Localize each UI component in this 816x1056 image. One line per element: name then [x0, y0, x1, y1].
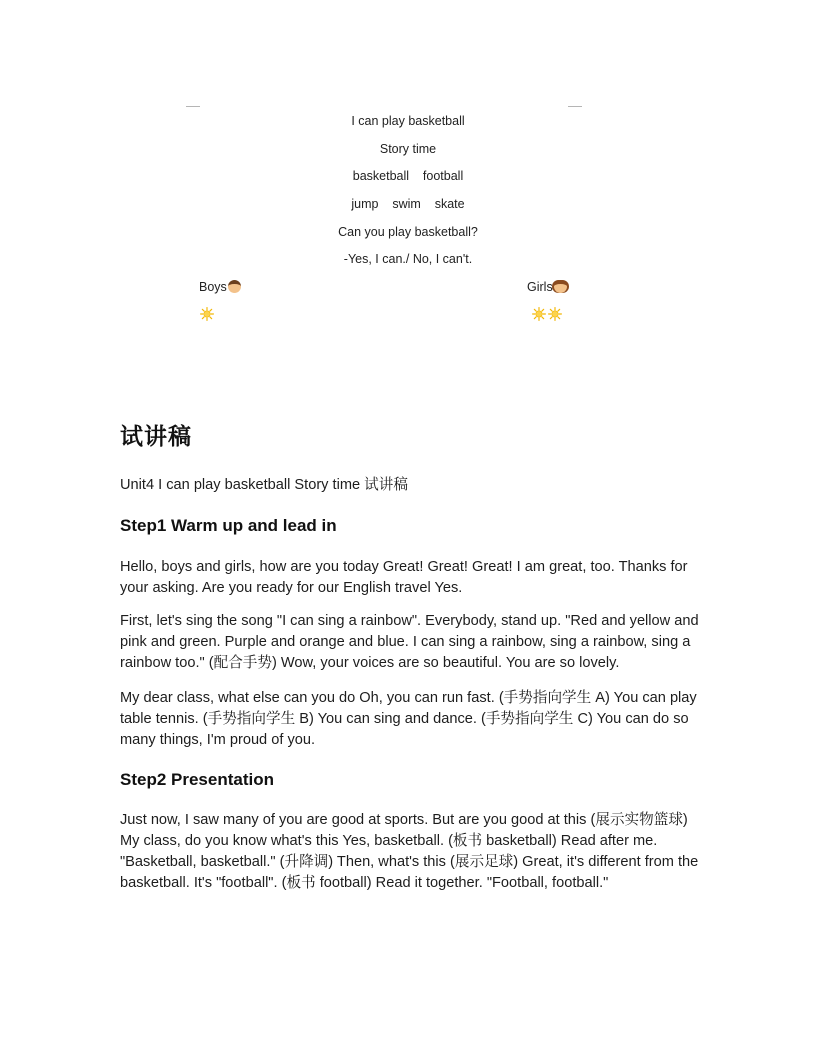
- page-title: 试讲稿: [120, 424, 192, 450]
- boy-emoji-icon: [228, 280, 241, 293]
- step2-paragraph-1: Just now, I saw many of you are good at sports. But are you good at this (展示实物篮球) My class, do you know what's this Yes, basketball. (板书 basketball) Read after me. "Basketball, basketball." (升降调) Then, what's this (展示足球) Great, it's different from the basketball. It's "football". (板书 football) Read it together. "Football, football.": [120, 812, 699, 891]
- step1-paragraph-1: Hello, boys and girls, how are you today Great! Great! Great! I am great, too. Thanks for your asking. Are you ready for our English travel Yes.: [120, 559, 688, 596]
- star-icon: [200, 307, 214, 321]
- board-line-action-words: jump swim skate: [351, 197, 465, 211]
- slide-corner-left: [186, 106, 200, 107]
- board-line-title: I can play basketball: [351, 114, 465, 128]
- star-icon: [532, 307, 546, 321]
- step1-paragraph-2: First, let's sing the song "I can sing a rainbow". Everybody, stand up. "Red and yellow and pink and green. Purple and orange and blue. I can sing a rainbow, sing a rainbow, sing a rainbow too." (配合手势) Wow, your voices are so beautiful. You are so lovely.: [120, 613, 699, 671]
- boys-star-row: [200, 307, 214, 321]
- board-line-answer: -Yes, I can./ No, I can't.: [343, 252, 473, 266]
- board-line-story-time: Story time: [379, 142, 437, 156]
- star-icon: [548, 307, 562, 321]
- girls-score-label: [527, 280, 567, 294]
- board-line-question: Can you play basketball?: [338, 225, 478, 239]
- girls-star-row: [532, 307, 562, 321]
- step1-heading: Step1 Warm up and lead in: [120, 516, 337, 535]
- board-line-ball-words: basketball football: [352, 169, 464, 183]
- boys-label: Boys: [199, 280, 227, 294]
- subtitle: Unit4 I can play basketball Story time 试讲稿: [120, 477, 408, 493]
- slide-corner-right: [568, 106, 582, 107]
- girl-emoji-icon: [554, 280, 567, 293]
- boys-score-label: [199, 280, 241, 294]
- step1-paragraph-3: My dear class, what else can you do Oh, you can run fast. (手势指向学生 A) You can play table tennis. (手势指向学生 B) You can sing and dance. (手势指向学生 C) You can do so many things, I'm proud of you.: [120, 690, 697, 748]
- girls-label: Girls: [527, 280, 553, 294]
- step2-heading: Step2 Presentation: [120, 770, 274, 789]
